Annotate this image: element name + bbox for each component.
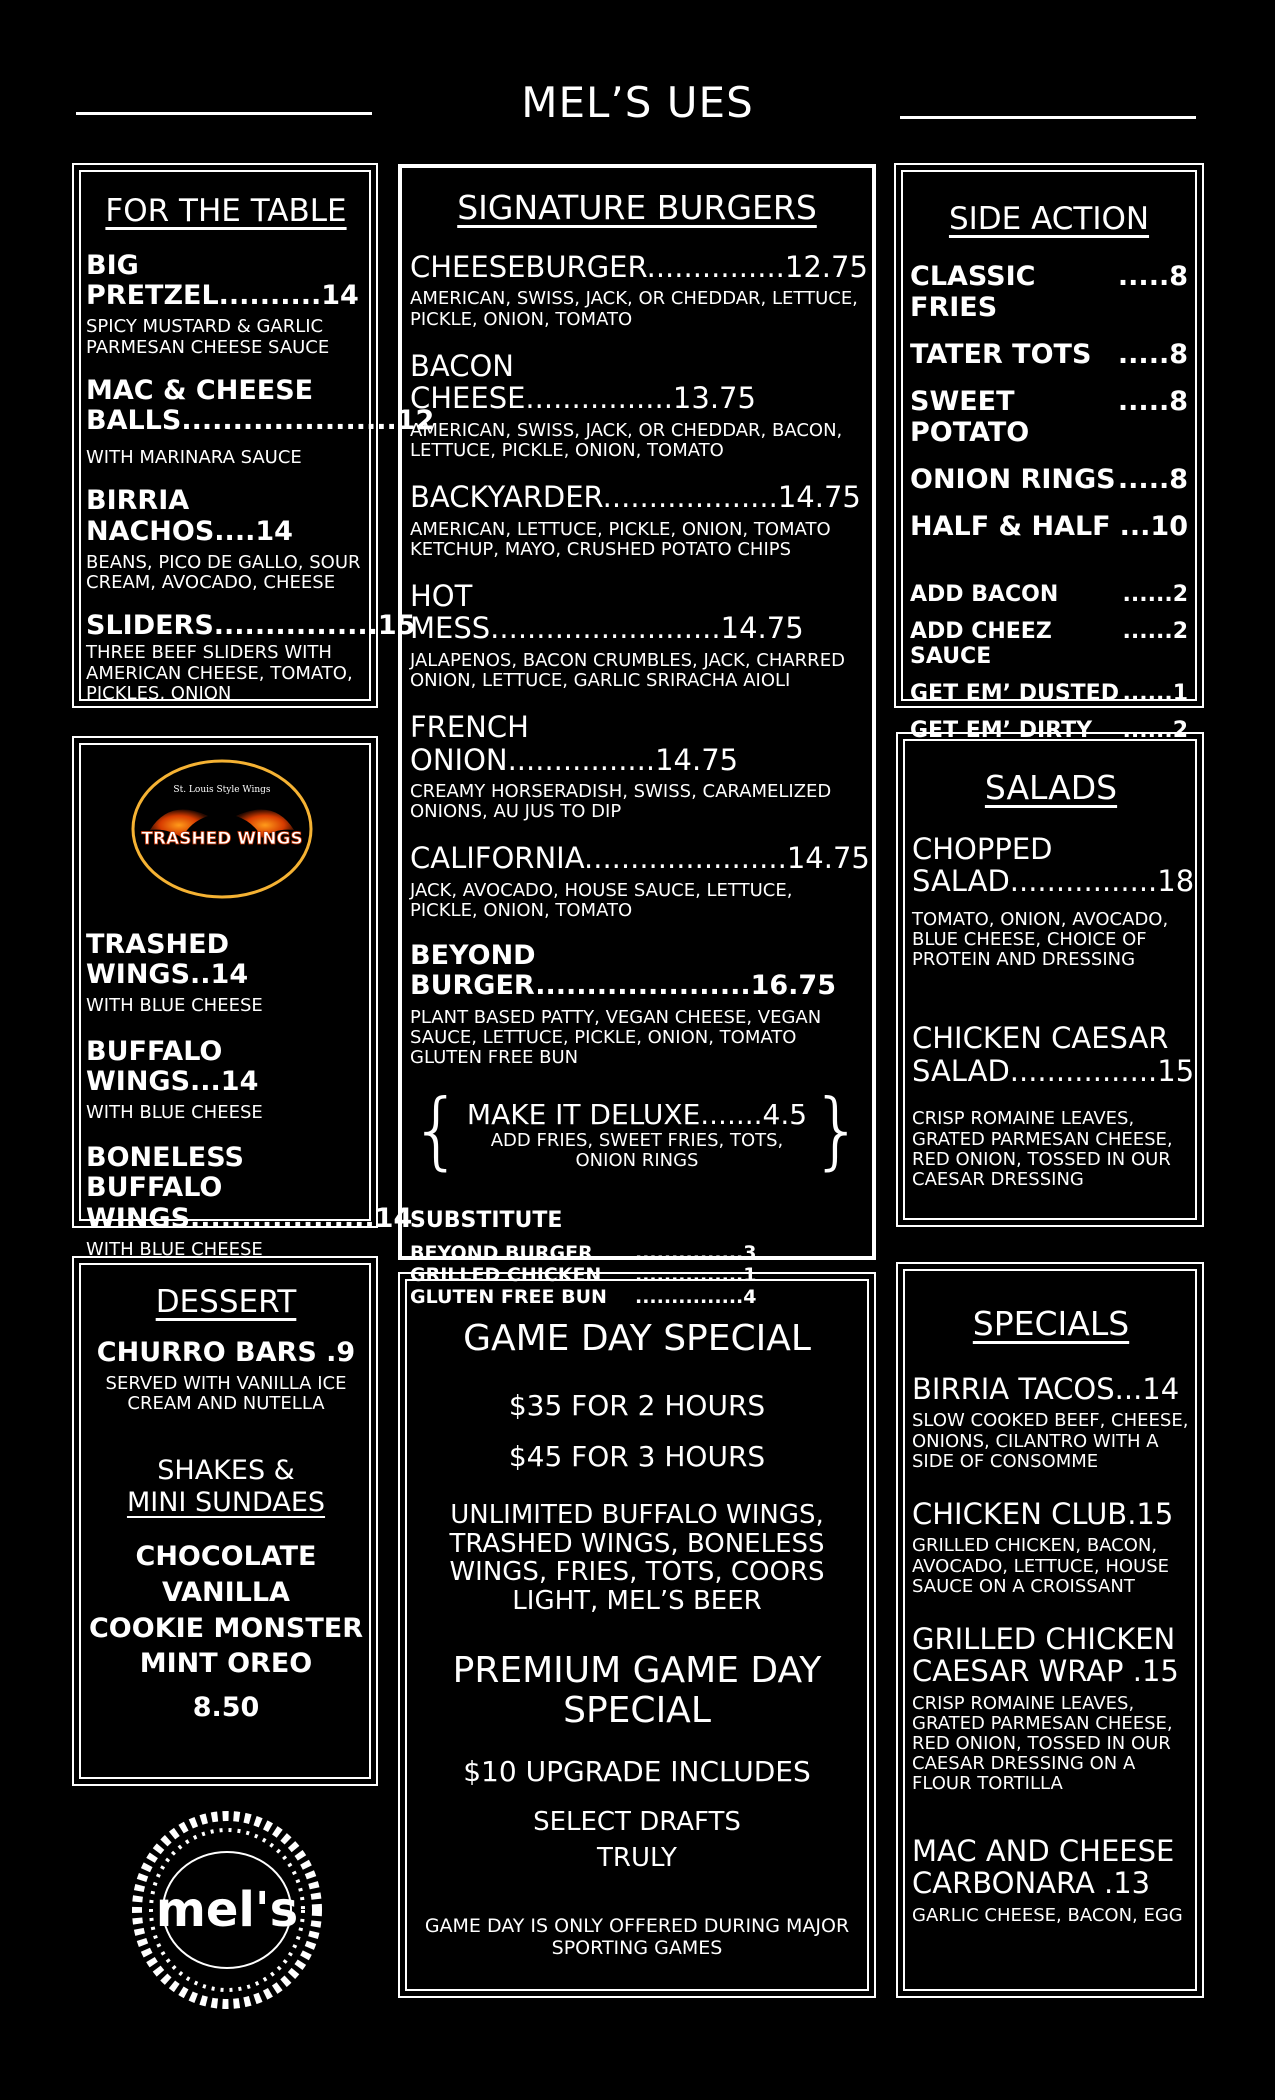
addon-name: ADD BACON xyxy=(910,582,1059,607)
side-name: TATER TOTS xyxy=(910,339,1092,370)
item-desc: TOMATO, ONION, AVOCADO, BLUE CHEESE, CHOICE OF PROTEIN AND DRESSING xyxy=(912,908,1169,971)
menu-item xyxy=(410,580,864,691)
addon-name: GET EM’ DIRTY xyxy=(910,718,1093,743)
deluxe-desc: ADD FRIES, SWEET FRIES, TOTS, ONION RINGS xyxy=(490,1130,784,1172)
menu-item xyxy=(912,1021,1195,1190)
item-desc: PLANT BASED PATTY, VEGAN CHEESE, VEGAN SAUCE, LETTUCE, PICKLE, ONION, TOMATO GLUTEN FREE BUN xyxy=(410,1006,822,1068)
substitute-name: BEYOND BURGER xyxy=(410,1242,593,1265)
side-item xyxy=(910,339,1188,370)
section-title: FOR THE TABLE xyxy=(105,193,347,229)
item-desc: WITH BLUE CHEESE xyxy=(86,1102,263,1124)
item-desc: AMERICAN, SWISS, JACK, OR CHEDDAR, LETTUCE, PICKLE, ONION, TOMATO xyxy=(410,288,858,330)
item-name: BUFFALO WINGS...14 xyxy=(86,1035,259,1097)
specials-section xyxy=(896,1262,1204,1998)
dessert-section xyxy=(72,1256,378,1786)
item-name: BIG PRETZEL..........14 xyxy=(86,250,359,312)
section-title: SALADS xyxy=(984,768,1118,807)
item-name: FRENCH ONION................14.75 xyxy=(410,710,739,777)
menu-item xyxy=(86,374,435,469)
item-name: CHURRO BARS .9 xyxy=(96,1337,356,1368)
item-name: MAC & CHEESE BALLS.....................12 xyxy=(86,374,435,437)
substitute-name: GRILLED CHICKEN xyxy=(410,1263,602,1286)
side-name: ONION RINGS xyxy=(910,464,1116,495)
item-name: MAC AND CHEESE CARBONARA .13 xyxy=(912,1833,1175,1901)
side-item xyxy=(910,511,1188,542)
item-name: CHICKEN CAESAR SALAD................15 xyxy=(912,1021,1195,1088)
menu-item xyxy=(912,1373,1190,1472)
upgrade-item: SELECT DRAFTS xyxy=(533,1806,741,1837)
item-name: CHICKEN CLUB.15 xyxy=(912,1496,1174,1531)
item-desc: WITH BLUE CHEESE xyxy=(86,1238,263,1260)
item-desc: THREE BEEF SLIDERS WITH AMERICAN CHEESE, TOMATO, PICKLES, ONION xyxy=(86,642,353,704)
flavor-item: COOKIE MONSTER xyxy=(88,1612,364,1644)
game-day-section xyxy=(398,1272,876,1998)
menu-item xyxy=(912,832,1195,971)
mels-floral-logo-icon xyxy=(128,1808,326,2012)
item-name: BIRRIA NACHOS....14 xyxy=(86,485,293,547)
item-name: CALIFORNIA......................14.75 xyxy=(410,841,870,876)
item-desc: BEANS, PICO DE GALLO, SOUR CREAM, AVOCADO, CHEESE xyxy=(86,551,361,594)
item-name: BACON CHEESE................13.75 xyxy=(410,348,756,416)
make-it-deluxe xyxy=(410,1081,864,1180)
for-the-table-section xyxy=(72,163,435,708)
menu-item xyxy=(410,250,868,330)
addon-item xyxy=(910,681,1188,706)
addon-price: ......2 xyxy=(1122,718,1188,743)
menu-item xyxy=(410,350,864,461)
item-desc: JACK, AVOCADO, HOUSE SAUCE, LETTUCE, PICKLE, ONION, TOMATO xyxy=(410,879,793,921)
wings-logo-brand: TRASHED WINGS xyxy=(141,829,303,849)
menu-item xyxy=(912,1835,1190,1926)
section-title: SIDE ACTION xyxy=(948,201,1150,237)
menu-item xyxy=(912,1623,1190,1795)
side-price: ...10 xyxy=(1119,511,1188,542)
addon-name: GET EM’ DUSTED xyxy=(910,681,1119,706)
item-name: TRASHED WINGS..14 xyxy=(86,929,249,991)
menu-item xyxy=(410,481,864,560)
item-name: CHEESEBURGER...............12.75 xyxy=(410,250,868,284)
item-desc: SERVED WITH VANILLA ICE CREAM AND NUTELLA xyxy=(105,1373,347,1415)
game-day-price: $45 FOR 3 HOURS xyxy=(508,1440,766,1473)
deluxe-name: MAKE IT DELUXE.......4.5 xyxy=(466,1098,808,1132)
item-desc: GARLIC CHEESE, BACON, EGG xyxy=(912,1904,1183,1926)
menu-item xyxy=(86,930,366,1017)
shakes-label: SHAKES & xyxy=(157,1454,295,1486)
upgrade-item: TRULY xyxy=(597,1842,677,1873)
signature-burgers-section xyxy=(398,164,876,1308)
game-day-note: GAME DAY IS ONLY OFFERED DURING MAJOR SPORTING GAMES xyxy=(424,1915,850,1959)
item-name: BIRRIA TACOS...14 xyxy=(912,1372,1180,1406)
item-name: GRILLED CHICKEN CAESAR WRAP .15 xyxy=(912,1621,1179,1689)
menu-item xyxy=(86,1142,413,1260)
item-desc: WITH BLUE CHEESE xyxy=(86,995,263,1017)
side-item xyxy=(910,261,1188,323)
game-day-title: GAME DAY SPECIAL xyxy=(463,1318,811,1359)
item-name: BONELESS BUFFALO WINGS..................14 xyxy=(86,1142,413,1234)
salads-section xyxy=(896,732,1204,1227)
substitute-price: ...............3 xyxy=(635,1242,757,1265)
item-name: HOT MESS.........................14.75 xyxy=(410,578,804,646)
side-price: .....8 xyxy=(1117,386,1188,417)
upgrade-label: $10 UPGRADE INCLUDES xyxy=(463,1754,811,1788)
game-day-price: $35 FOR 2 HOURS xyxy=(508,1389,766,1422)
flavor-item: VANILLA xyxy=(162,1576,290,1608)
menu-item xyxy=(410,941,864,1068)
side-action-section xyxy=(894,163,1204,743)
trashed-wings-logo-icon xyxy=(130,758,314,900)
addon-price: ......2 xyxy=(1122,582,1188,607)
addon-item xyxy=(910,582,1188,607)
mini-sundaes-label: MINI SUNDAES xyxy=(126,1486,326,1518)
item-name: BEYOND BURGER.....................16.75 xyxy=(410,940,836,1002)
substitute-price: ...............4 xyxy=(635,1285,757,1308)
item-desc: GRILLED CHICKEN, BACON, AVOCADO, LETTUCE, HOUSE SAUCE ON A CROISSANT xyxy=(912,1535,1169,1597)
substitute-title: SUBSTITUTE xyxy=(410,1208,563,1234)
game-day-includes: UNLIMITED BUFFALO WINGS, TRASHED WINGS, BONELESS WINGS, FRIES, TOTS, COORS LIGHT, MEL’S BEER xyxy=(449,1500,825,1616)
premium-title: PREMIUM GAME DAY SPECIAL xyxy=(452,1650,822,1731)
menu-item xyxy=(86,486,366,593)
item-name: SLIDERS................15 xyxy=(86,610,416,642)
shake-price: 8.50 xyxy=(192,1691,260,1723)
right-brace-icon: } xyxy=(810,1081,864,1180)
menu-item xyxy=(86,251,366,358)
side-price: .....8 xyxy=(1117,339,1188,370)
item-desc: SPICY MUSTARD & GARLIC PARMESAN CHEESE SAUCE xyxy=(86,316,330,358)
substitute-name: GLUTEN FREE BUN xyxy=(410,1285,607,1308)
item-desc: AMERICAN, SWISS, JACK, OR CHEDDAR, BACON, LETTUCE, PICKLE, ONION, TOMATO xyxy=(410,419,843,461)
menu-item xyxy=(410,711,864,822)
menu-item xyxy=(86,610,416,704)
side-name: HALF & HALF xyxy=(910,511,1111,542)
item-desc: CREAMY HORSERADISH, SWISS, CARAMELIZED ONIONS, AU JUS TO DIP xyxy=(410,781,832,823)
menu-item xyxy=(912,1498,1190,1597)
section-title: SIGNATURE BURGERS xyxy=(457,188,817,227)
substitute-row xyxy=(410,1243,864,1265)
side-name: SWEET POTATO xyxy=(910,386,1030,448)
addon-price: ......2 xyxy=(1122,619,1188,644)
addon-item xyxy=(910,619,1188,669)
side-item xyxy=(910,386,1188,448)
item-desc: WITH MARINARA SAUCE xyxy=(86,447,302,469)
section-title: DESSERT xyxy=(155,1284,297,1320)
side-price: .....8 xyxy=(1117,261,1188,292)
item-name: BACKYARDER...................14.75 xyxy=(410,480,861,515)
mels-logo-text: mel's xyxy=(155,1882,299,1938)
item-desc: JALAPENOS, BACON CRUMBLES, JACK, CHARRED ONION, LETTUCE, GARLIC SRIRACHA AIOLI xyxy=(410,649,845,691)
left-brace-icon: { xyxy=(410,1081,464,1180)
wings-logo-top-text: St. Louis Style Wings xyxy=(173,785,271,795)
item-desc: SLOW COOKED BEEF, CHEESE, ONIONS, CILANTRO WITH A SIDE OF CONSOMME xyxy=(912,1410,1189,1472)
substitute-price: ...............1 xyxy=(635,1263,757,1286)
addon-name: ADD CHEEZ SAUCE xyxy=(910,619,1052,669)
item-desc: AMERICAN, LETTUCE, PICKLE, ONION, TOMATO KETCHUP, MAYO, CRUSHED POTATO CHIPS xyxy=(410,518,831,560)
flavor-item: CHOCOLATE xyxy=(135,1541,317,1573)
menu-item xyxy=(86,1037,366,1124)
addon-price: ......1 xyxy=(1122,681,1188,706)
flavor-item: MINT OREO xyxy=(139,1648,313,1680)
section-title: SPECIALS xyxy=(972,1304,1130,1343)
side-name: CLASSIC FRIES xyxy=(910,261,1036,323)
page-title: MEL’S UES xyxy=(521,78,754,127)
item-desc: CRISP ROMAINE LEAVES, GRATED PARMESAN CHEESE, RED ONION, TOSSED IN OUR CAESAR DRESSING xyxy=(912,1108,1173,1190)
item-name: CHOPPED SALAD................18 xyxy=(912,832,1195,899)
side-price: .....8 xyxy=(1117,464,1188,495)
item-desc: CRISP ROMAINE LEAVES, GRATED PARMESAN CHEESE, RED ONION, TOSSED IN OUR CAESAR DRESSING ON A FLOUR TORTILLA xyxy=(912,1692,1173,1795)
menu-item xyxy=(410,841,870,921)
side-item xyxy=(910,464,1188,495)
